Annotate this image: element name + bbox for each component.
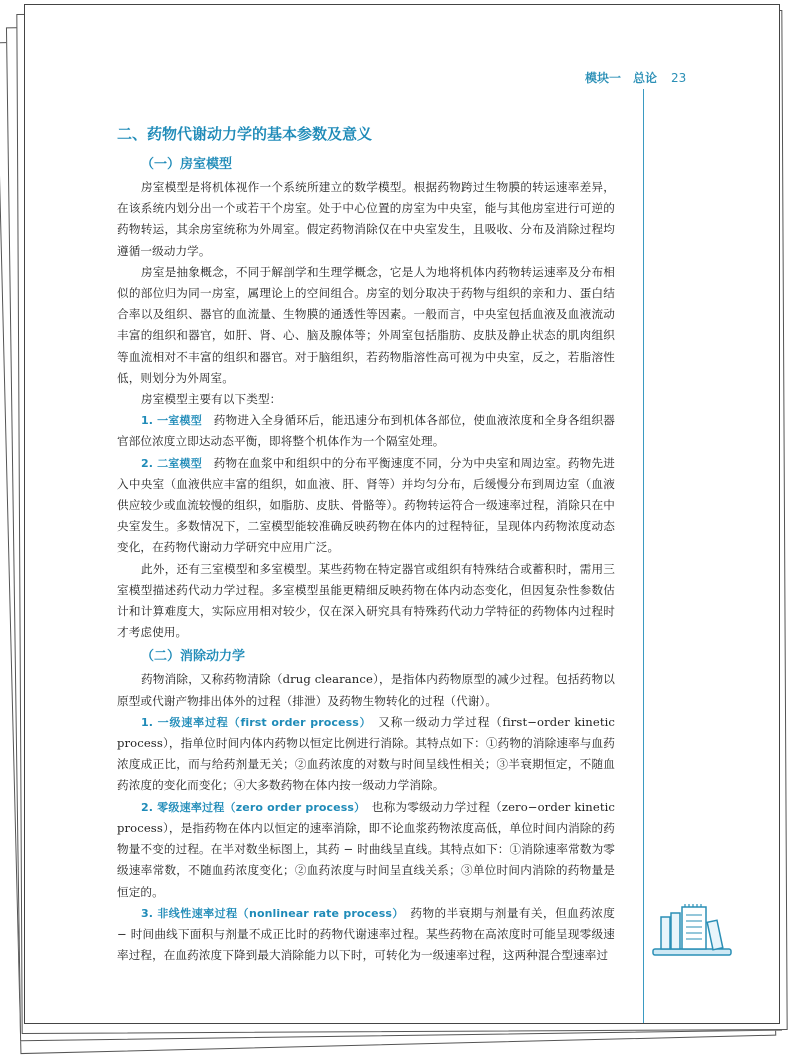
book-page xyxy=(24,4,780,1024)
paragraph: 此外，还有三室模型和多室模型。某些药物在特定器官或组织有特殊结合或蓄积时，需用三室模型描述药代动力学过程。多室模型虽能更精细反映药物在体内动态变化，但因复杂性参数估计和计算难度大，实际应用相对较少，仅在深入研究具有特殊药代动力学特征的药物体内过程时才考虑使用。 xyxy=(117,561,615,640)
section-heading: 二、药物代谢动力学的基本参数及意义 xyxy=(117,125,373,143)
list-item-first-order xyxy=(117,712,615,797)
item-lead: 1. 一级速率过程（first order process） xyxy=(141,715,366,729)
list-item-zero-order xyxy=(117,797,615,903)
running-header xyxy=(585,69,725,86)
paragraph: 房室模型主要有以下类型： xyxy=(141,392,282,407)
list-item-two-compartment xyxy=(117,453,615,559)
paragraph: 房室是抽象概念，不同于解剖学和生理学概念，它是人为地将机体内药物转运速率及分布相似的部位归为同一房室，属理论上的空间组合。房室的划分取决于药物与组织的亲和力、蛋白结合率以及组织、器官的血流量、生物膜的通透性等因素。一般而言，中央室包括血液及血液流动丰富的组织和器官，如肝、肾、心、脑及腺体等；外周室包括脂肪、皮肤及静止状态的肌肉组织等血流相对不丰富的组织和器官。对于脑组织，若药物脂溶性高可视为中央室，反之，若脂溶性低，则划分为外周室。 xyxy=(117,264,615,385)
module-title: 模块一 总论 xyxy=(585,71,658,85)
subheading-compartment-model: （一）房室模型 xyxy=(141,157,233,172)
list-item-nonlinear xyxy=(117,903,615,967)
item-text: 药物在血浆中和组织中的分布平衡速度不同，分为中央室和周边室。药物先进入中央室（血液供应丰富的组织，如血液、肝、肾等）并均匀分布，后缓慢分布到周边室（血液供应较少或血流较慢的组织，如脂肪、皮肤、骨骼等）。药物转运符合一级速率过程，消除只在中央室发生。多数情况下，二室模型能较准确反映药物在体内的过程特征，呈现体内药物浓度动态变化，在药物代谢动力学研究中应用广泛。 xyxy=(117,455,615,555)
item-lead: 2. 二室模型 xyxy=(141,456,202,470)
item-lead: 3. 非线性速率过程（nonlinear rate process） xyxy=(141,906,399,920)
page-body xyxy=(117,123,615,966)
item-text: 药物的半衰期与剂量有关，但血药浓度 − 时间曲线下面积与剂量不成正比时的药物代谢速率过程。某些药物在高浓度时可能呈现零级速率过程，在血药浓度下降到最大消除能力以下时，可转化为一级速率过程，这两种混合型速率过 xyxy=(117,905,615,963)
margin-rule xyxy=(643,89,644,1024)
item-text: 也称为零级动力学过程（zero−order kinetic process），是指药物在体内以恒定的速率消除，即不论血浆药物浓度高低，单位时间内消除的药物量不变的过程。在半对数坐标图上，其药 − 时曲线呈直线。其特点如下：①消除速率常数为零级速率常数，不随血药浓度变化；②血药浓度与时间呈直线关系；③单位时间内消除的药物量是恒定的。 xyxy=(117,799,615,899)
page-number: 23 xyxy=(671,71,687,85)
subheading-elimination-kinetics: （二）消除动力学 xyxy=(141,649,246,665)
item-lead: 1. 一室模型 xyxy=(141,414,202,428)
books-notebook-illustration-icon xyxy=(651,903,733,963)
paragraph: 药物消除，又称药物清除（drug clearance），是指体内药物原型的减少过程。包括药物以原型或代谢产物排出体外的过程（排泄）及药物生物转化的过程（代谢）。 xyxy=(117,672,615,708)
paragraph: 房室模型是将机体视作一个系统所建立的数学模型。根据药物跨过生物膜的转运速率差异，在该系统内划分出一个或若干个房室。处于中心位置的房室为中央室，能与其他房室进行可逆的药物转运，其余房室统称为外周室。假定药物消除仅在中央室发生，且吸收、分布及消除过程均遵循一级动力学。 xyxy=(117,180,615,258)
item-text: 又称一级动力学过程（first−order kinetic process），指单位时间内体内药物以恒定比例进行消除。其特点如下：①药物的消除速率与血药浓度成正比，而与给药剂量无关；②血药浓度的对数与时间呈线性相关；③半衰期恒定，不随血药浓度的变化而变化；④大多数药物在体内按一级动力学消除。 xyxy=(117,714,615,793)
item-lead: 2. 零级速率过程（zero order process） xyxy=(141,800,360,814)
item-text: 药物进入全身循环后，能迅速分布到机体各部位，使血液浓度和全身各组织器官部位浓度立即达动态平衡，即将整个机体作为一个隔室处理。 xyxy=(117,413,615,449)
list-item-one-compartment xyxy=(117,410,615,452)
